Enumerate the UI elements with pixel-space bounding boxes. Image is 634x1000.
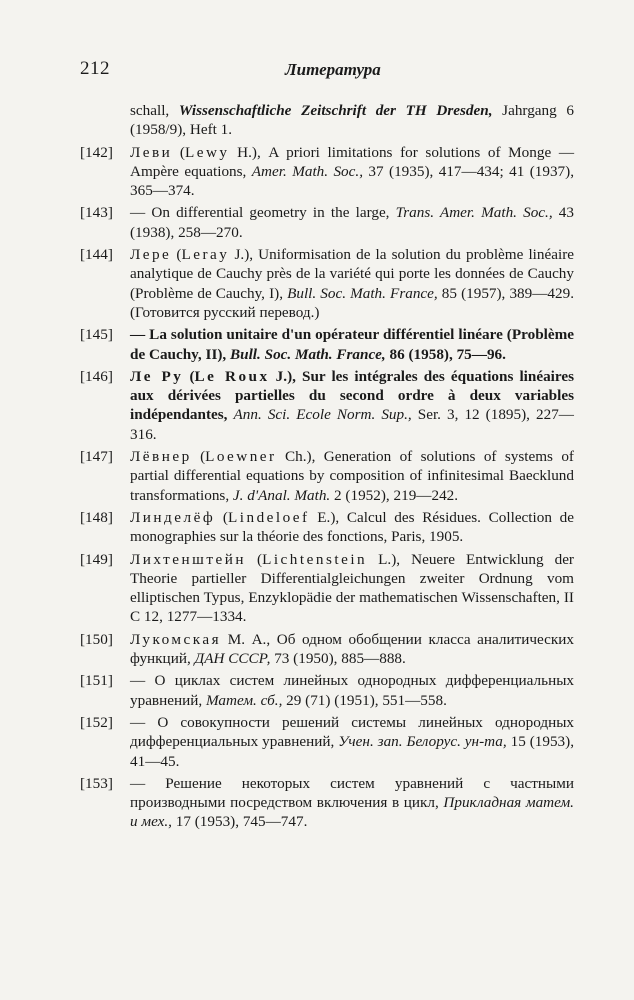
reference-entry-142 [80,143,574,201]
reference-text-segment: ( [191,448,206,466]
reference-text-segment: Jahrgang 6 (1958/9), Heft 1. [130,102,574,139]
reference-text [130,325,574,364]
reference-text-segment: E.), Calcul des Résidues. Collection de monographies sur la théorie des fonctions, Paris, 1905. [130,508,574,546]
page-number: 212 [80,58,110,79]
reference-text [130,143,574,201]
reference-number: [153] [80,774,113,792]
reference-text [130,671,574,710]
reference-text-segment: Amer. Math. Soc., [251,162,363,180]
reference-text [130,713,574,771]
reference-entry-150 [80,630,574,669]
reference-text-segment: Ser. 3, 12 (1895), 227—316. [130,406,574,443]
running-title: Литература [285,60,381,79]
reference-entry-145 [80,325,574,364]
reference-text-segment: Ann. Sci. Ecole Norm. Sup., [233,406,412,424]
reference-text-segment: ( [215,508,228,526]
reference-text-segment: schall, [130,102,179,119]
reference-number: [146] [80,367,113,385]
reference-text-segment: Ле Ру [130,367,184,385]
reference-text-segment: Le Roux [194,367,270,385]
reference-text-segment: ( [245,550,263,568]
reference-number: [147] [80,448,113,466]
reference-entry-153 [80,774,574,832]
reference-entry-146 [80,367,574,444]
reference-number: [143] [80,204,113,222]
reference-text-segment: 2 (1952), 219—242. [330,486,459,504]
reference-text-segment: ( [172,143,185,161]
reference-text-segment: Loewner [205,448,277,466]
reference-text-segment: Учен. зап. Белорус. ун-та, [338,733,507,751]
reference-text-segment: Лёвнер [130,448,192,466]
reference-text-segment: 73 (1950), 885—888. [270,650,406,668]
reference-text-segment: Lewy [184,143,230,161]
reference-text-segment: Lichtenstein [262,550,368,568]
reference-text-segment: Матем. сб., [205,691,283,709]
reference-entry-148 [80,508,574,547]
reference-text-segment: Ch.), Generation of solutions of systems of partial differential equations by composition of infinitesimal Baecklund transformations, [130,448,574,504]
reference-text [130,447,574,505]
reference-number: [149] [80,550,113,568]
reference-text-segment: Лихтенштейн [130,550,246,568]
reference-entry-143 [80,203,574,242]
reference-text-segment: H.), A priori limitations for solutions of Monge — Ampère equations, [130,143,575,180]
reference-number: [148] [80,508,113,526]
reference-text-segment: 85 (1957), 389—429. (Готовится русский перевод.) [130,284,574,321]
reference-text [130,508,574,547]
reference-text-segment: Лукомская [130,630,222,648]
reference-number: [150] [80,630,113,648]
reference-text-segment: — On differential geometry in the large, [130,204,396,222]
reference-continuation [80,101,574,140]
reference-text-segment: 17 (1953), 745—747. [171,813,308,831]
reference-text-segment: Bull. Soc. Math. France, [287,284,438,302]
reference-text-segment: Леви [130,143,173,161]
reference-text-segment: J.), Uniformisation de la solution du problème linéaire analytique de Cauchy près de la variété qui porte les données de Cauchy (Problème de Cauchy, I), [130,246,574,302]
reference-text-segment: 15 (1953), 41—45. [130,733,575,770]
reference-text-segment: Прикладная матем. и мех., [130,794,574,831]
reference-number: [145] [80,326,113,344]
reference-number: [144] [80,246,113,264]
reference-text-segment: — Решение некоторых систем уравнений с частными производными посредством включения в цикл, [130,774,574,812]
reference-entry-149 [80,550,574,627]
reference-text-segment: Bull. Soc. Math. France, [230,345,386,363]
reference-number: [152] [80,713,113,731]
reference-text [130,203,574,242]
reference-number: [151] [80,672,113,690]
reference-text-segment: 29 (71) (1951), 551—558. [282,691,447,709]
reference-text-segment: ( [183,367,195,385]
reference-text-segment: L.), Neuere Entwicklung der Theorie partieller Differentialgleichungen zweiter Ordnung vom elliptischen Typus, Enzyklopädie der mathematischen Wissenschaften, II C 12, 1277—1334. [130,550,574,626]
reference-text-segment: Линделёф [130,508,216,526]
reference-text-segment: Лере [130,246,172,264]
reference-text-segment: J. d'Anal. Math. [232,486,331,504]
reference-text [130,367,574,444]
reference-text-segment: — О совокупности решений системы линейных однородных дифференциальных уравнений, [130,713,574,751]
reference-text-segment: 43 (1938), 258—270. [130,204,574,241]
reference-text-segment: 86 (1958), 75—96. [385,345,506,363]
reference-entry-151 [80,671,574,710]
page-header [80,58,574,88]
reference-text-segment: — La solution unitaire d'un opérateur différentiel linéare (Problème de Cauchy, II), [130,326,574,363]
reference-text-segment: ( [171,246,182,264]
reference-text-segment: J.), Sur les intégrales des équations linéaires aux dérivées partielles du second ordre à deux variables indépendantes, [130,367,574,424]
reference-text [130,245,574,322]
reference-text-segment: Lindeloef [227,508,310,526]
reference-text-segment: ДАН СССР, [194,650,271,668]
reference-text [130,630,574,669]
reference-entry-147 [80,447,574,505]
reference-entry-144 [80,245,574,322]
reference-list [80,101,574,835]
reference-text-segment: Wissenschaftliche Zeitschrift der TH Dresden, [178,102,493,119]
reference-text [130,774,574,832]
reference-text-segment: Leray [181,246,230,264]
reference-number: [142] [80,143,113,161]
reference-text-segment: М. А., Об одном обобщении класса аналитических функций, [130,630,574,668]
reference-text-segment: 37 (1935), 417—434; 41 (1937), 365—374. [130,162,575,200]
reference-text [130,550,574,627]
reference-text-segment: — О циклах систем линейных однородных дифференциальных уравнений, [130,672,574,709]
reference-text-segment: Trans. Amer. Math. Soc., [395,204,553,222]
reference-entry-152 [80,713,574,771]
